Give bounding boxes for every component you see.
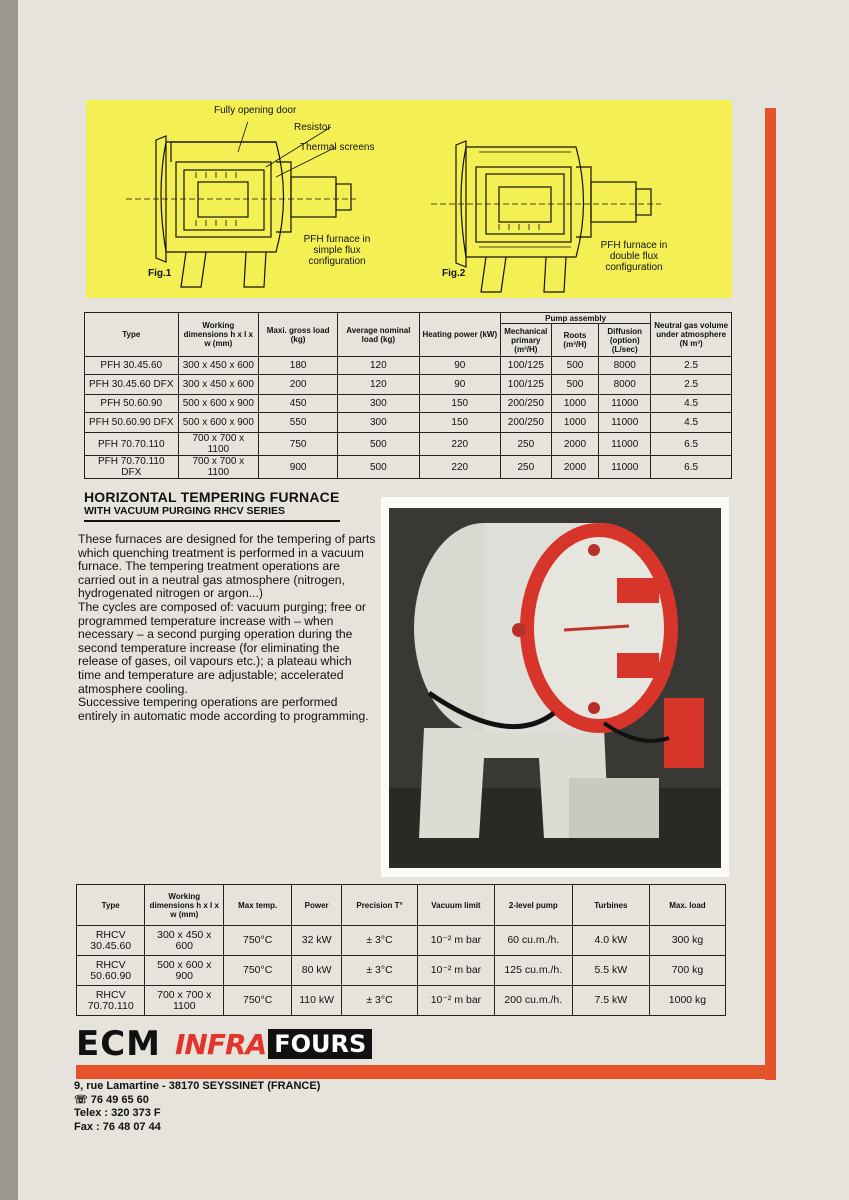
th-dims: Working dimensions h x l x w (mm)	[178, 313, 259, 357]
cell-dims: 300 x 450 x 600	[178, 375, 259, 395]
address-telex: Telex : 320 373 F	[74, 1107, 161, 1119]
cell-load: 1000 kg	[649, 986, 725, 1016]
description-text	[78, 533, 376, 723]
cell-diff: 11000	[599, 456, 651, 479]
th-nominal: Average nominal load (kg)	[338, 313, 420, 357]
th-power: Heating power (kW)	[419, 313, 500, 357]
cell-power: 80 kW	[292, 956, 342, 986]
cell-mech: 250	[500, 433, 551, 456]
cell-power: 220	[419, 456, 500, 479]
cell-nominal: 300	[338, 413, 420, 433]
th-power: Power	[292, 885, 342, 926]
cell-mech: 200/250	[500, 395, 551, 413]
label-resistor: Resistor	[294, 122, 331, 133]
th-turbines: Turbines	[572, 885, 649, 926]
paragraph-2: The cycles are composed of: vacuum purging; free or programmed temperature increase with – when necessary – a second purging operation during the second temperature increase (for eliminating the release of gases, oil vapours etc.); a plateau which time and temperature are adjustable; accelerated atmosphere cooling.	[78, 599, 366, 696]
cell-gross: 180	[259, 357, 338, 375]
cell-temp: 750°C	[224, 926, 292, 956]
cell-nominal: 120	[338, 357, 420, 375]
cell-vacuum: 10⁻² m bar	[417, 926, 494, 956]
cell-turbines: 7.5 kW	[572, 986, 649, 1016]
cell-load: 300 kg	[649, 926, 725, 956]
contact-address	[74, 1080, 320, 1134]
cell-diff: 11000	[599, 433, 651, 456]
cell-vacuum: 10⁻² m bar	[417, 956, 494, 986]
cell-gross: 900	[259, 456, 338, 479]
th-type: Type	[85, 313, 179, 357]
cell-type: PFH 50.60.90	[85, 395, 179, 413]
th-load: Max. load	[649, 885, 725, 926]
cell-turbines: 4.0 kW	[572, 926, 649, 956]
cell-gas: 2.5	[651, 357, 732, 375]
table-row	[85, 413, 732, 433]
furnace-illustration	[389, 508, 721, 868]
paragraph-1: These furnaces are designed for the tempering of parts which quenching treatment is performed in a vacuum furnace. The tempering treatment operations are carried out in a neutral gas atmosphere (nitrogen, hydrogenated nitrogen or argon...)	[78, 532, 376, 601]
th-mech: Mechanical primary (m³/H)	[500, 324, 551, 357]
th-dims: Working dimensions h x l x w (mm)	[145, 885, 224, 926]
cell-nominal: 300	[338, 395, 420, 413]
cell-nominal: 500	[338, 456, 420, 479]
fig1-caption: PFH furnace in simple flux configuration	[303, 234, 371, 267]
cell-gross: 200	[259, 375, 338, 395]
cell-type: RHCV 30.45.60	[77, 926, 145, 956]
infrafours-logo	[175, 1028, 372, 1060]
cell-dims: 700 x 700 x 1100	[178, 456, 259, 479]
cell-type: RHCV 70.70.110	[77, 986, 145, 1016]
logo-fours: FOURS	[268, 1029, 372, 1059]
cell-roots: 2000	[551, 456, 599, 479]
cell-type: PFH 70.70.110	[85, 433, 179, 456]
cell-gross: 550	[259, 413, 338, 433]
cell-dims: 500 x 600 x 900	[145, 956, 224, 986]
cell-gas: 6.5	[651, 433, 732, 456]
cell-roots: 1000	[551, 413, 599, 433]
label-door: Fully opening door	[214, 105, 297, 116]
cell-power: 110 kW	[292, 986, 342, 1016]
table-row	[85, 357, 732, 375]
cell-type: RHCV 50.60.90	[77, 956, 145, 986]
cell-roots: 1000	[551, 395, 599, 413]
cell-power: 32 kW	[292, 926, 342, 956]
ecm-logo: ECM	[76, 1024, 162, 1064]
cell-mech: 100/125	[500, 375, 551, 395]
pfh-spec-table	[84, 312, 732, 479]
table-row	[85, 375, 732, 395]
label-thermal-screens: Thermal screens	[300, 142, 375, 153]
cell-temp: 750°C	[224, 986, 292, 1016]
cell-mech: 200/250	[500, 413, 551, 433]
table-row	[85, 456, 732, 479]
cell-dims: 300 x 450 x 600	[145, 926, 224, 956]
address-fax: Fax : 76 48 07 44	[74, 1120, 161, 1133]
cell-type: PFH 30.45.60	[85, 357, 179, 375]
cell-precision: ± 3°C	[342, 986, 418, 1016]
cell-temp: 750°C	[224, 956, 292, 986]
table-row	[77, 986, 726, 1016]
th-roots: Roots (m³/H)	[551, 324, 599, 357]
cell-gas: 4.5	[651, 395, 732, 413]
cell-gas: 4.5	[651, 413, 732, 433]
cell-pump: 200 cu.m./h.	[494, 986, 572, 1016]
table-row	[77, 956, 726, 986]
cell-power: 150	[419, 413, 500, 433]
cell-roots: 2000	[551, 433, 599, 456]
accent-bar-vertical	[765, 108, 776, 1080]
th-type: Type	[77, 885, 145, 926]
cell-dims: 300 x 450 x 600	[178, 357, 259, 375]
cell-dims: 500 x 600 x 900	[178, 413, 259, 433]
cell-nominal: 500	[338, 433, 420, 456]
cell-roots: 500	[551, 375, 599, 395]
cell-type: PFH 30.45.60 DFX	[85, 375, 179, 395]
cell-mech: 100/125	[500, 357, 551, 375]
table-row	[85, 395, 732, 413]
cell-vacuum: 10⁻² m bar	[417, 986, 494, 1016]
table-row	[85, 433, 732, 456]
cell-power: 90	[419, 357, 500, 375]
paragraph-3: Successive tempering operations are performed entirely in automatic mode according to programming.	[78, 695, 369, 723]
fig2-label: Fig.2	[442, 268, 466, 279]
cell-gross: 450	[259, 395, 338, 413]
logo-infra: INFRA	[175, 1027, 267, 1061]
th-precision: Precision T°	[342, 885, 418, 926]
cell-type: PFH 70.70.110 DFX	[85, 456, 179, 479]
cell-pump: 125 cu.m./h.	[494, 956, 572, 986]
cell-gross: 750	[259, 433, 338, 456]
cell-roots: 500	[551, 357, 599, 375]
cell-dims: 700 x 700 x 1100	[145, 986, 224, 1016]
cell-precision: ± 3°C	[342, 956, 418, 986]
th-vacuum: Vacuum limit	[417, 885, 494, 926]
cell-mech: 250	[500, 456, 551, 479]
th-diff: Diffusion (option) (L/sec)	[599, 324, 651, 357]
th-temp: Max temp.	[224, 885, 292, 926]
cell-power: 150	[419, 395, 500, 413]
cell-nominal: 120	[338, 375, 420, 395]
heading-line-2: WITH VACUUM PURGING RHCV SERIES	[84, 505, 286, 517]
furnace-photo	[389, 508, 721, 868]
cell-diff: 11000	[599, 395, 651, 413]
address-phone: ☏ 76 49 65 60	[74, 1093, 149, 1106]
cell-diff: 11000	[599, 413, 651, 433]
fig1-label: Fig.1	[148, 268, 172, 279]
cell-dims: 700 x 700 x 1100	[178, 433, 259, 456]
cell-turbines: 5.5 kW	[572, 956, 649, 986]
th-pump: 2-level pump	[494, 885, 572, 926]
heading-line-1: HORIZONTAL TEMPERING FURNACE	[84, 489, 340, 505]
cell-dims: 500 x 600 x 900	[178, 395, 259, 413]
cell-precision: ± 3°C	[342, 926, 418, 956]
cell-gas: 6.5	[651, 456, 732, 479]
fig2-caption: PFH furnace in double flux configuration	[600, 240, 668, 273]
cell-gas: 2.5	[651, 375, 732, 395]
th-gas: Neutral gas volume under atmosphere (N m³)	[651, 313, 732, 357]
table-row	[77, 926, 726, 956]
diagram-panel	[86, 100, 732, 298]
cell-load: 700 kg	[649, 956, 725, 986]
cell-diff: 8000	[599, 375, 651, 395]
accent-bar-horizontal	[76, 1065, 776, 1079]
cell-pump: 60 cu.m./h.	[494, 926, 572, 956]
cell-diff: 8000	[599, 357, 651, 375]
heading-rule	[84, 520, 340, 522]
cell-power: 90	[419, 375, 500, 395]
address-street: 9, rue Lamartine - 38170 SEYSSINET (FRANCE)	[74, 1080, 321, 1092]
section-heading	[84, 490, 364, 522]
cell-type: PFH 50.60.90 DFX	[85, 413, 179, 433]
cell-power: 220	[419, 433, 500, 456]
th-pump: Pump assembly	[500, 313, 650, 324]
th-gross: Maxi. gross load (kg)	[259, 313, 338, 357]
rhcv-spec-table	[76, 884, 726, 1016]
